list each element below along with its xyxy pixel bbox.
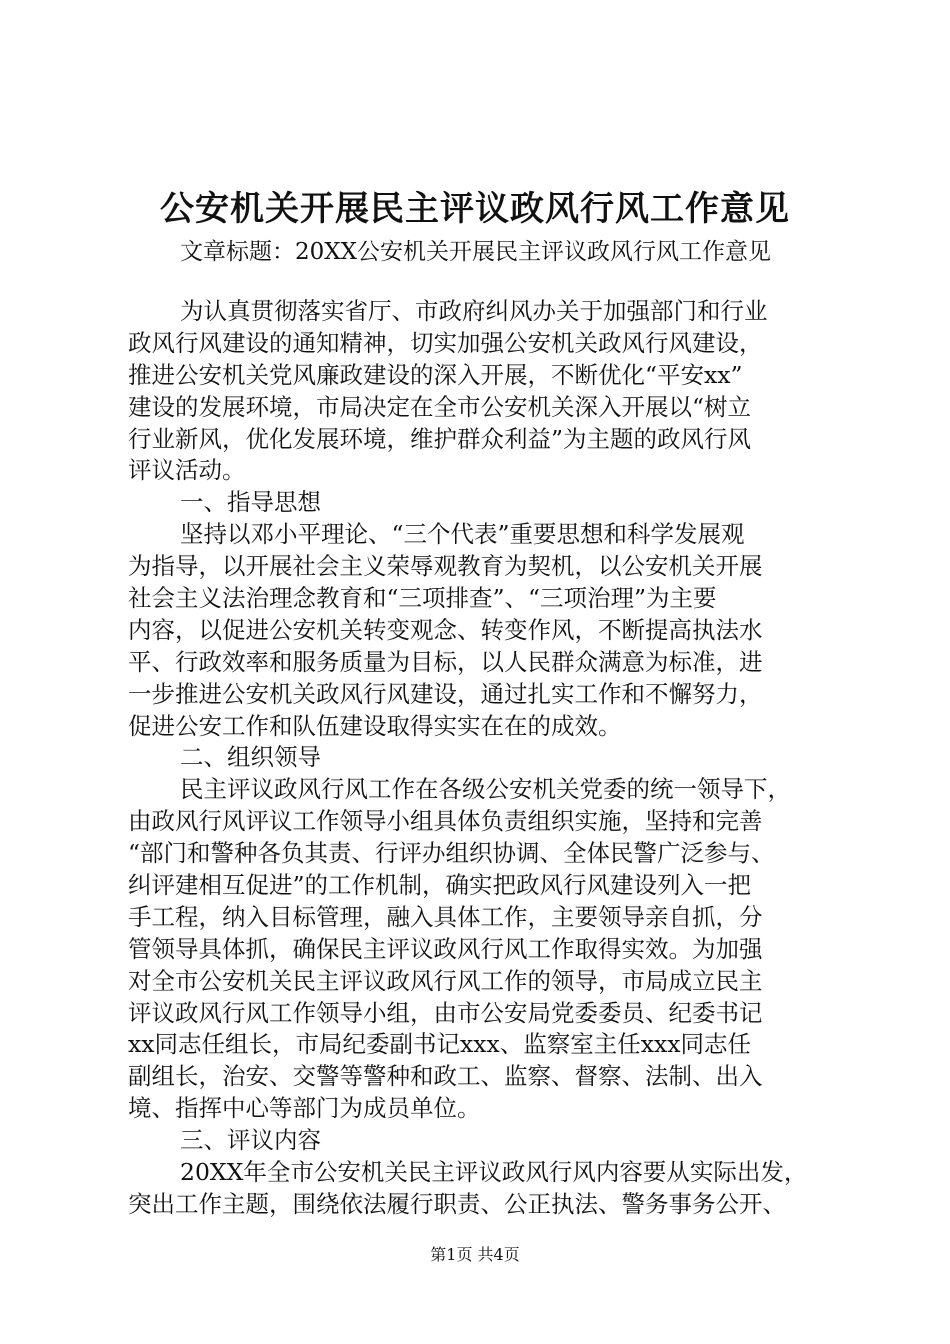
text-line: 突出工作主题，围绕依法履行职责、公正执法、警务事务公开、: [128, 1189, 786, 1218]
text-line: 纠评建相互促进”的工作机制，确实把政风行风建设列入一把: [128, 871, 752, 900]
text-line: 管领导具体抓，确保民主评议政风行风工作取得实效。为加强: [128, 934, 763, 963]
text-line: 由政风行风评议工作领导小组具体负责组织实施，坚持和完善: [128, 807, 763, 836]
text-line: 评议政风行风工作领导小组，由市公安局党委委员、纪委书记: [128, 998, 763, 1027]
document-body: [128, 296, 828, 1221]
text-line: 三、评议内容: [180, 1126, 321, 1155]
text-line: 20XX年全市公安机关民主评议政风行风内容要从实际出发，: [180, 1158, 808, 1187]
text-line: 一、指导思想: [180, 488, 321, 517]
text-line: 推进公安机关党风廉政建设的深入开展，不断优化“平安xx”: [128, 360, 743, 389]
text-line: 为指导，以开展社会主义荣辱观教育为契机，以公安机关开展: [128, 552, 763, 581]
text-line: 行业新风，优化发展环境，维护群众利益”为主题的政风行风: [128, 424, 752, 453]
text-line: 二、组织领导: [180, 743, 321, 772]
article-subtitle: 文章标题：20XX公安机关开展民主评议政风行风工作意见: [180, 239, 772, 265]
text-line: xx同志任组长，市局纪委副书记xxx、监察室主任xxx同志任: [128, 1030, 752, 1059]
text-line: 境、指挥中心等部门为成员单位。: [128, 1094, 481, 1123]
text-line: 建设的发展环境，市局决定在全市公安机关深入开展以“树立: [128, 392, 752, 421]
text-line: 对全市公安机关民主评议政风行风工作的领导，市局成立民主: [128, 966, 763, 995]
document-title: 公安机关开展民主评议政风行风工作意见: [160, 189, 790, 229]
text-line: 内容，以促进公安机关转变观念、转变作风，不断提高执法水: [128, 615, 763, 644]
text-line: 民主评议政风行风工作在各级公安机关党委的统一领导下，: [180, 775, 791, 804]
text-line: 为认真贯彻落实省厅、市政府纠风办关于加强部门和行业: [180, 297, 768, 325]
text-line: 副组长，治安、交警等警种和政工、监察、督察、法制、出入: [128, 1062, 763, 1091]
page-footer: 第1页 共4页: [430, 1245, 520, 1264]
text-line: 手工程，纳入目标管理，融入具体工作，主要领导亲自抓，分: [128, 902, 763, 931]
text-line: 一步推进公安机关政风行风建设，通过扎实工作和不懈努力，: [128, 679, 763, 708]
text-line: 平、行政效率和服务质量为目标，以人民群众满意为标准，进: [128, 647, 763, 676]
text-line: 社会主义法治理念教育和“三项排查”、“三项治理”为主要: [128, 584, 717, 613]
text-line: 坚持以邓小平理论、“三个代表”重要思想和科学发展观: [180, 520, 745, 549]
text-line: 政风行风建设的通知精神，切实加强公安机关政风行风建设，: [128, 328, 763, 357]
text-line: 评议活动。: [128, 456, 246, 485]
text-line: “部门和警种各负其责、行评办组织协调、全体民警广泛参与、: [128, 839, 775, 868]
text-line: 促进公安工作和队伍建设取得实实在在的成效。: [128, 711, 622, 740]
